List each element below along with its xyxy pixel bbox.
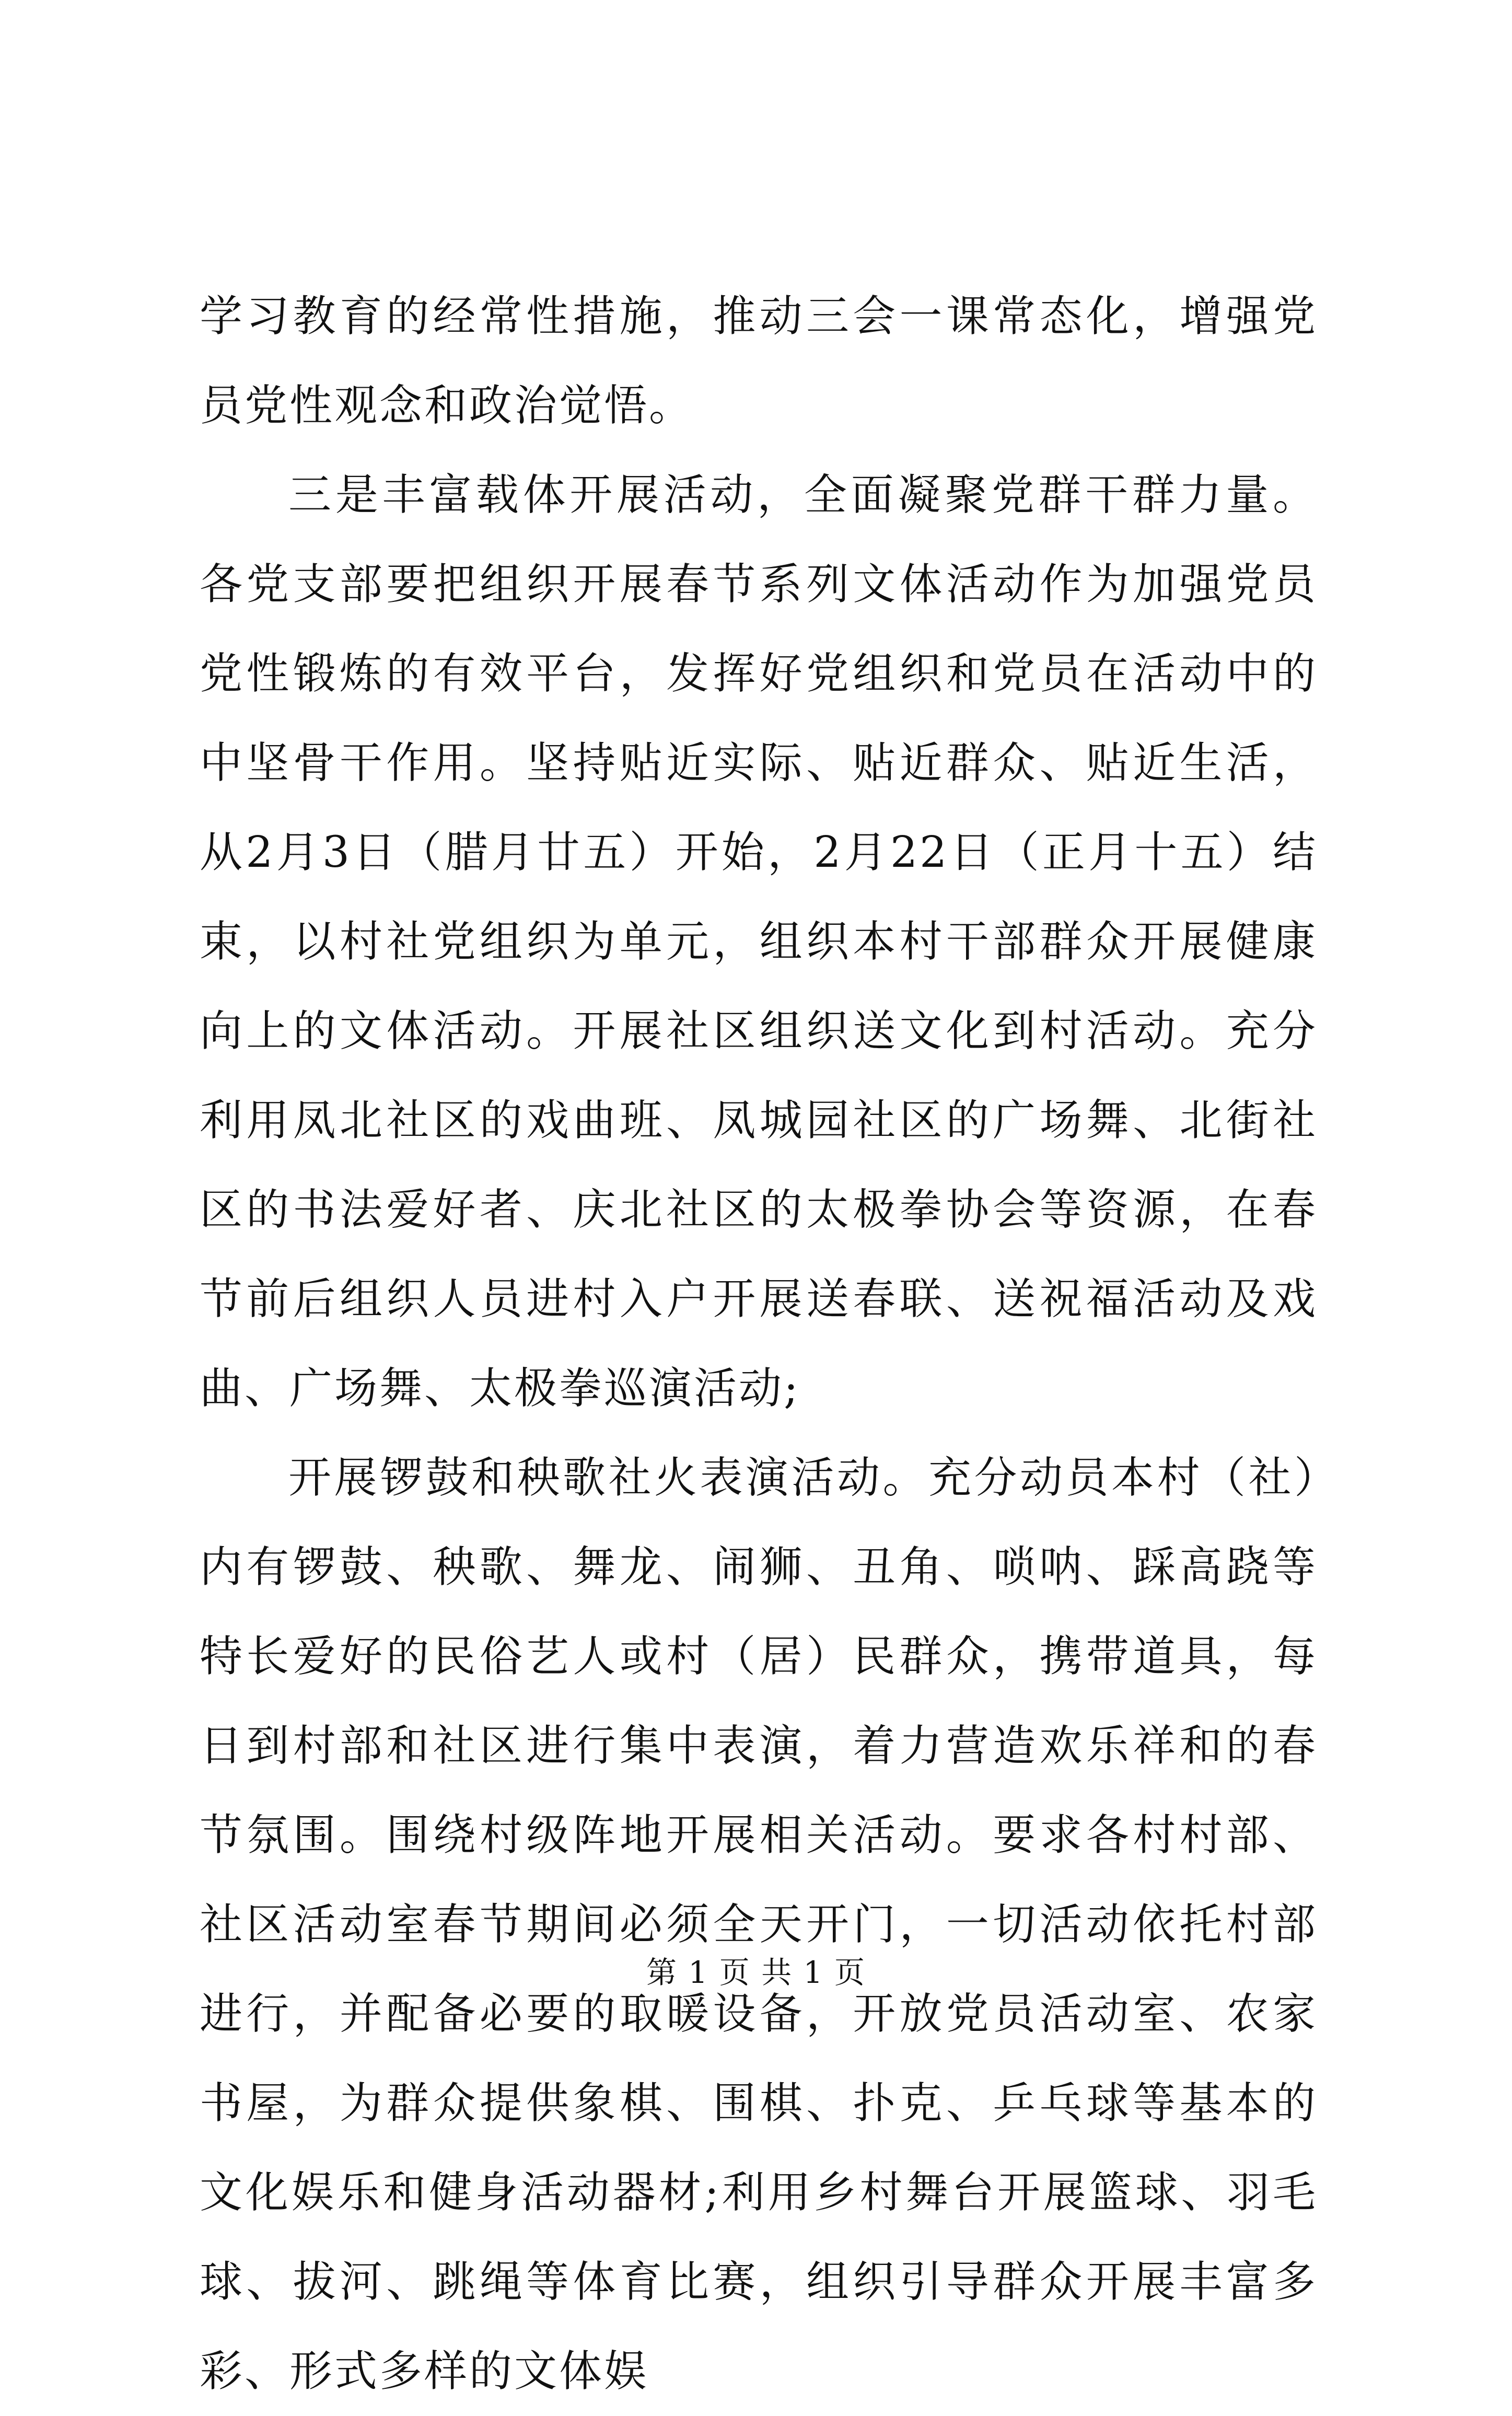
paragraph-3: 开展锣鼓和秧歌社火表演活动。充分动员本村（社）内有锣鼓、秧歌、舞龙、闹狮、丑角、唢呐、踩高跷等特长爱好的民俗艺人或村（居）民群众，携带道具，每日到村部和社区进行集中表演，着力营造欢乐祥和的春节氛围。围绕村级阵地开展相关活动。要求各村村部、社区活动室春节期间必须全天开门，一切活动依托村部进行，并配备必要的取暖设备，开放党员活动室、农家书屋，为群众提供象棋、围棋、扑克、乒乓球等基本的文化娱乐和健身活动器材;利用乡村舞台开展篮球、羽毛球、拔河、跳绳等体育比赛，组织引导群众开展丰富多彩、形式多样的文体娱: [200, 1453, 1318, 2396]
paragraph-1: 学习教育的经常性措施，推动三会一课常态化，增强党员党性观念和政治觉悟。: [200, 292, 1318, 431]
page-footer: 第 1 页 共 1 页: [646, 1955, 866, 1990]
paragraph-2: 三是丰富载体开展活动，全面凝聚党群干群力量。各党支部要把组织开展春节系列文体活动作为加强党员党性锻炼的有效平台，发挥好党组织和党员在活动中的中坚骨干作用。坚持贴近实际、贴近群众、贴近生活，从2月3日（腊月廿五）开始，2月22日（正月十五）结束，以村社党组织为单元，组织本村干部群众开展健康向上的文体活动。开展社区组织送文化到村活动。充分利用凤北社区的戏曲班、凤城园社区的广场舞、北街社区的书法爱好者、庆北社区的太极拳协会等资源，在春节前后组织人员进村入户开展送春联、送祝福活动及戏曲、广场舞、太极拳巡演活动;: [200, 470, 1318, 1413]
document-body: [200, 272, 1318, 2416]
